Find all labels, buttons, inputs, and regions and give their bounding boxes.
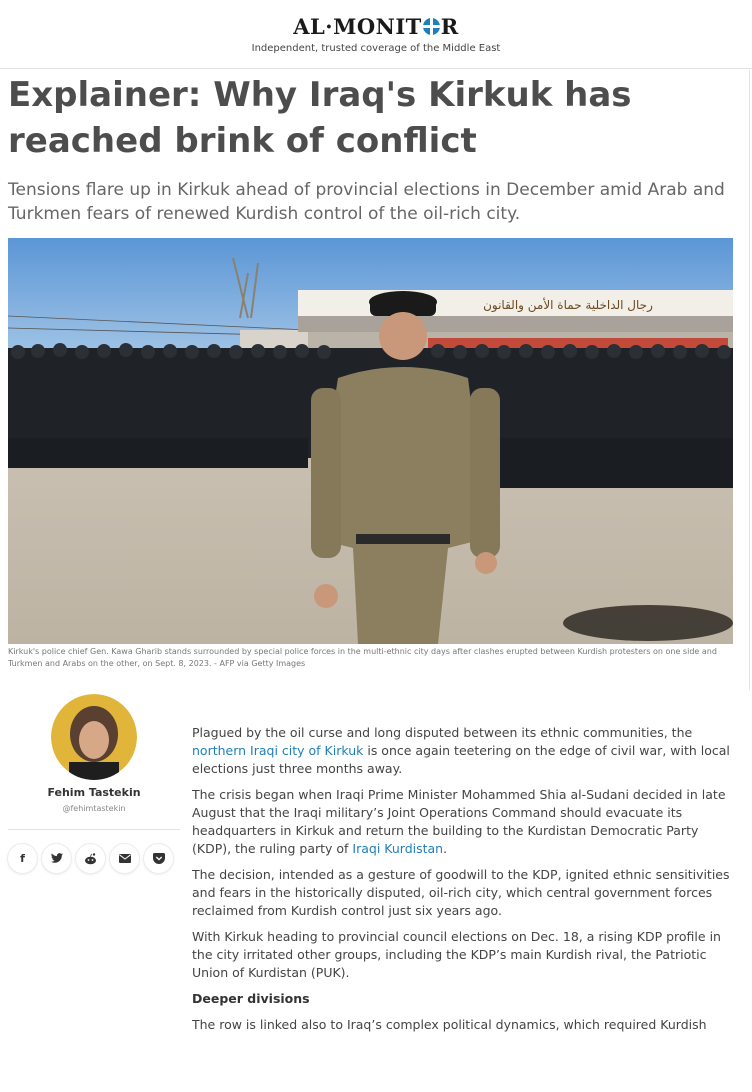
link-iraqi-kurdistan[interactable]: Iraqi Kurdistan (352, 841, 444, 856)
author-name[interactable]: Fehim Tastekin (47, 786, 141, 799)
facebook-icon[interactable]: f (8, 844, 37, 873)
globe-icon (423, 18, 440, 35)
article-body (192, 724, 737, 1042)
author-divider (8, 829, 180, 830)
share-bar (8, 844, 173, 873)
hero-photo (8, 238, 733, 644)
photo-caption: Kirkuk's police chief Gen. Kawa Gharib stands surrounded by special police forces in the multi-ethnic city days after clashes erupted between Kurdish protesters on one side and Turkmen and Arabs on the other, on Sept. 8, 2023. - AFP via Getty Images (8, 647, 717, 668)
body-text: Plagued by the oil curse and long disputed between its ethnic communities, the (192, 725, 693, 740)
author-card (8, 694, 180, 813)
page-divider (749, 70, 750, 690)
twitter-icon[interactable] (42, 844, 71, 873)
section-subhead: Deeper divisions (192, 991, 310, 1006)
site-header (0, 0, 752, 69)
logo-text-left: AL·MONIT (293, 14, 422, 39)
body-paragraph: The row is linked also to Iraq’s complex political dynamics, which required Kurdish (192, 1017, 707, 1032)
body-paragraph (192, 786, 737, 858)
body-text: is once again teetering on the edge of civil war, with local elections just three months away. (192, 743, 730, 776)
article-headline: Explainer: Why Iraq's Kirkuk has reached brink of conflict (8, 75, 632, 161)
body-paragraph (192, 724, 737, 778)
photo-sign-text: رجال الداخلية حماة الأمن والقانون (483, 298, 653, 312)
reddit-icon[interactable] (76, 844, 105, 873)
site-tagline: Independent, trusted coverage of the Middle East (251, 43, 501, 54)
body-text: . (443, 841, 448, 856)
logo-text-right: R (440, 14, 459, 39)
pocket-icon[interactable] (144, 844, 173, 873)
email-icon[interactable] (110, 844, 139, 873)
article-dek: Tensions flare up in Kirkuk ahead of provincial elections in December amid Arab and Turkmen fears of renewed Kurdish control of the oil-rich city. (8, 180, 725, 224)
body-paragraph: With Kirkuk heading to provincial council elections on Dec. 18, a rising KDP profile in the city irritated other groups, including the KDP’s main Kurdish rival, the Patriotic Union of Kurdistan (PUK). (192, 929, 721, 980)
link-northern-iraqi-city-of-kirkuk[interactable]: northern Iraqi city of Kirkuk (192, 743, 364, 758)
body-paragraph: The decision, intended as a gesture of goodwill to the KDP, ignited ethnic sensitivities and fears in the historically disputed, oil-rich city, which central government forces reclaimed from Kurdish control just six years ago. (192, 867, 730, 918)
site-logo[interactable] (0, 14, 752, 39)
body-text: The crisis began when Iraqi Prime Minister Mohammed Shia al-Sudani decided in late August that the Iraqi military’s Joint Operations Command should evacuate its headquarters in Kirkuk and return the building to the Kurdistan Democratic Party (KDP), the ruling party of (192, 787, 726, 856)
author-avatar[interactable] (51, 694, 137, 780)
author-handle[interactable]: @fehimtastekin (62, 804, 126, 813)
